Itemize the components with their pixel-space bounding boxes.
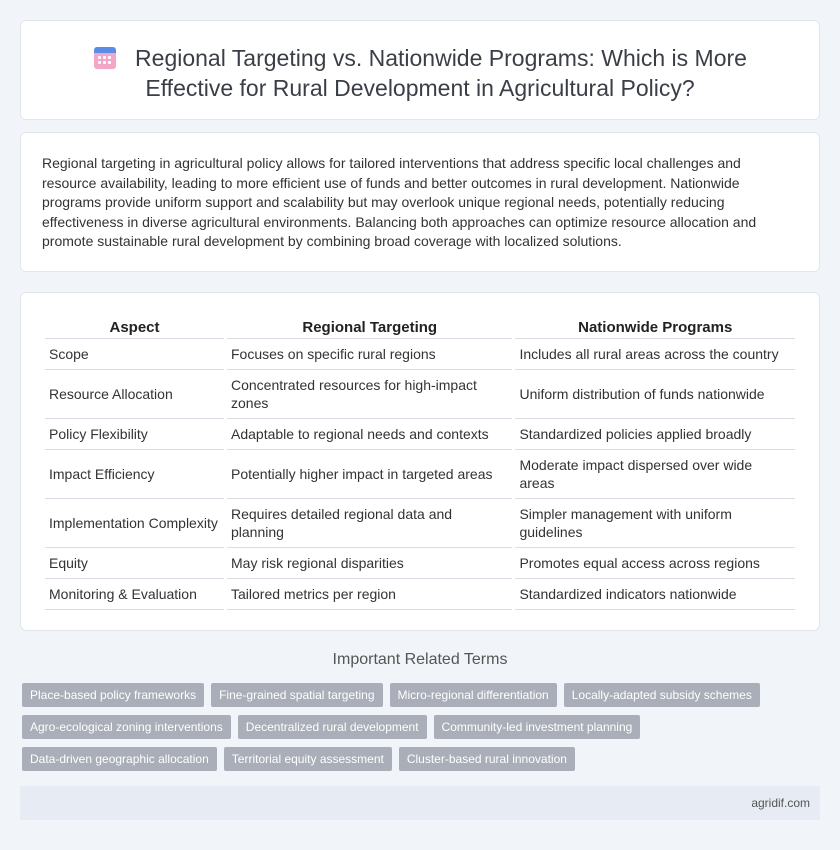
cell-regional: Adaptable to regional needs and contexts xyxy=(227,419,512,450)
table-row xyxy=(45,579,795,610)
table-row xyxy=(45,370,795,419)
cell-aspect: Impact Efficiency xyxy=(45,450,224,499)
cell-regional: Concentrated resources for high-impact zones xyxy=(227,370,512,419)
table-row xyxy=(45,499,795,548)
cell-nationwide: Uniform distribution of funds nationwide xyxy=(515,370,795,419)
table-row xyxy=(45,548,795,579)
table-header-row xyxy=(45,315,795,339)
table-row xyxy=(45,450,795,499)
header-aspect: Aspect xyxy=(45,315,224,339)
related-term-tag[interactable]: Locally-adapted subsidy schemes xyxy=(564,683,760,707)
related-term-tag[interactable]: Micro-regional differentiation xyxy=(390,683,557,707)
footer-site-link[interactable]: agridif.com xyxy=(751,796,810,810)
cell-aspect: Scope xyxy=(45,339,224,370)
cell-regional: Tailored metrics per region xyxy=(227,579,512,610)
cell-nationwide: Moderate impact dispersed over wide areas xyxy=(515,450,795,499)
cell-regional: Potentially higher impact in targeted areas xyxy=(227,450,512,499)
related-term-tag[interactable]: Agro-ecological zoning interventions xyxy=(22,715,231,739)
header-regional-targeting: Regional Targeting xyxy=(227,315,512,339)
comparison-table xyxy=(42,315,798,610)
related-term-tag[interactable]: Community-led investment planning xyxy=(434,715,641,739)
header-nationwide-programs: Nationwide Programs xyxy=(515,315,795,339)
related-terms-list xyxy=(22,683,822,771)
title-card xyxy=(20,20,820,120)
cell-nationwide: Promotes equal access across regions xyxy=(515,548,795,579)
summary-paragraph: Regional targeting in agricultural policy allows for tailored interventions that address specific local challenges and resource availability, leading to more efficient use of funds and better outcomes in rural development. Nationwide programs provide uniform support and scalability but may overlook unique regional needs, potentially reducing effectiveness in diverse agricultural environments. Balancing both approaches can optimize resource allocation and promote sustainable rural development by combining broad coverage with localized solutions. xyxy=(42,155,757,249)
summary-card xyxy=(20,132,820,272)
related-term-tag[interactable]: Data-driven geographic allocation xyxy=(22,747,217,771)
comparison-table-card xyxy=(20,292,820,631)
related-terms-title: Important Related Terms xyxy=(332,651,508,668)
calendar-icon xyxy=(93,46,117,70)
cell-nationwide: Simpler management with uniform guidelines xyxy=(515,499,795,548)
page-title-text: Regional Targeting vs. Nationwide Programs: Which is More Effective for Rural Development in Agricultural Policy? xyxy=(135,45,747,101)
cell-regional: Focuses on specific rural regions xyxy=(227,339,512,370)
cell-regional: Requires detailed regional data and planning xyxy=(227,499,512,548)
related-term-tag[interactable]: Decentralized rural development xyxy=(238,715,427,739)
cell-aspect: Equity xyxy=(45,548,224,579)
cell-nationwide: Includes all rural areas across the country xyxy=(515,339,795,370)
cell-nationwide: Standardized policies applied broadly xyxy=(515,419,795,450)
cell-nationwide: Standardized indicators nationwide xyxy=(515,579,795,610)
related-term-tag[interactable]: Fine-grained spatial targeting xyxy=(211,683,382,707)
related-term-tag[interactable]: Place-based policy frameworks xyxy=(22,683,204,707)
table-row xyxy=(45,339,795,370)
related-term-tag[interactable]: Cluster-based rural innovation xyxy=(399,747,575,771)
cell-aspect: Policy Flexibility xyxy=(45,419,224,450)
table-row xyxy=(45,419,795,450)
cell-aspect: Resource Allocation xyxy=(45,370,224,419)
related-term-tag[interactable]: Territorial equity assessment xyxy=(224,747,392,771)
page-title xyxy=(21,43,819,103)
footer xyxy=(20,786,820,820)
cell-aspect: Monitoring & Evaluation xyxy=(45,579,224,610)
cell-aspect: Implementation Complexity xyxy=(45,499,224,548)
cell-regional: May risk regional disparities xyxy=(227,548,512,579)
